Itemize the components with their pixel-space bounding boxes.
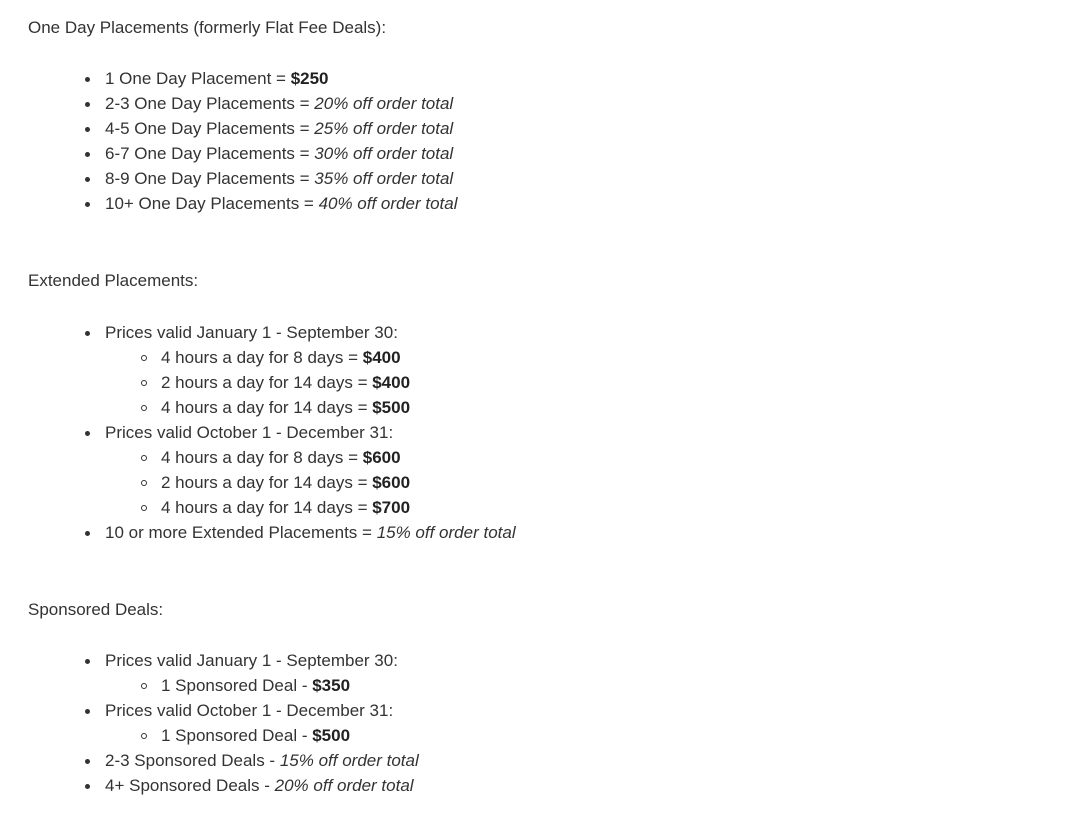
extended-period2-sublist xyxy=(139,445,516,520)
extended-section-title: Extended Placements: xyxy=(28,271,199,290)
sub-list-item: 2 hours a day for 14 days = $400 xyxy=(139,370,516,395)
list-item: 8-9 One Day Placements = 35% off order total xyxy=(83,166,457,191)
sponsored-section-title: Sponsored Deals: xyxy=(28,600,164,619)
extended-period1-sublist xyxy=(139,345,516,420)
list-item: 10+ One Day Placements = 40% off order total xyxy=(83,191,457,216)
list-item: Prices valid October 1 - December 31: 4 hours a day for 8 days = $600 2 hours a day for 14 days = $600 4 hours a day for 14 days = $700 xyxy=(83,420,516,520)
list-item: 4+ Sponsored Deals - 20% off order total xyxy=(83,773,419,798)
one-day-section-title: One Day Placements (formerly Flat Fee Deals): xyxy=(28,18,387,37)
sub-list-item: 4 hours a day for 8 days = $600 xyxy=(139,445,516,470)
list-item: Prices valid January 1 - September 30: 1 Sponsored Deal - $350 xyxy=(83,648,419,698)
list-item: 10 or more Extended Placements = 15% off order total xyxy=(83,520,516,545)
sub-list-item: 2 hours a day for 14 days = $600 xyxy=(139,470,516,495)
sponsored-period1-sublist xyxy=(139,673,419,698)
extended-list xyxy=(83,320,516,545)
list-item: 6-7 One Day Placements = 30% off order total xyxy=(83,141,457,166)
sub-list-item: 4 hours a day for 8 days = $400 xyxy=(139,345,516,370)
sub-list-item: 1 Sponsored Deal - $500 xyxy=(139,723,419,748)
list-item: Prices valid October 1 - December 31: 1 Sponsored Deal - $500 xyxy=(83,698,419,748)
sub-list-item: 4 hours a day for 14 days = $700 xyxy=(139,495,516,520)
sponsored-period2-sublist xyxy=(139,723,419,748)
list-item: 2-3 One Day Placements = 20% off order total xyxy=(83,91,457,116)
sponsored-list xyxy=(83,648,419,798)
list-item: 1 One Day Placement = $250 xyxy=(83,66,457,91)
list-item: Prices valid January 1 - September 30: 4 hours a day for 8 days = $400 2 hours a day for 14 days = $400 4 hours a day for 14 days = $500 xyxy=(83,320,516,420)
sub-list-item: 4 hours a day for 14 days = $500 xyxy=(139,395,516,420)
sub-list-item: 1 Sponsored Deal - $350 xyxy=(139,673,419,698)
one-day-list xyxy=(83,66,457,216)
list-item: 2-3 Sponsored Deals - 15% off order total xyxy=(83,748,419,773)
list-item: 4-5 One Day Placements = 25% off order total xyxy=(83,116,457,141)
